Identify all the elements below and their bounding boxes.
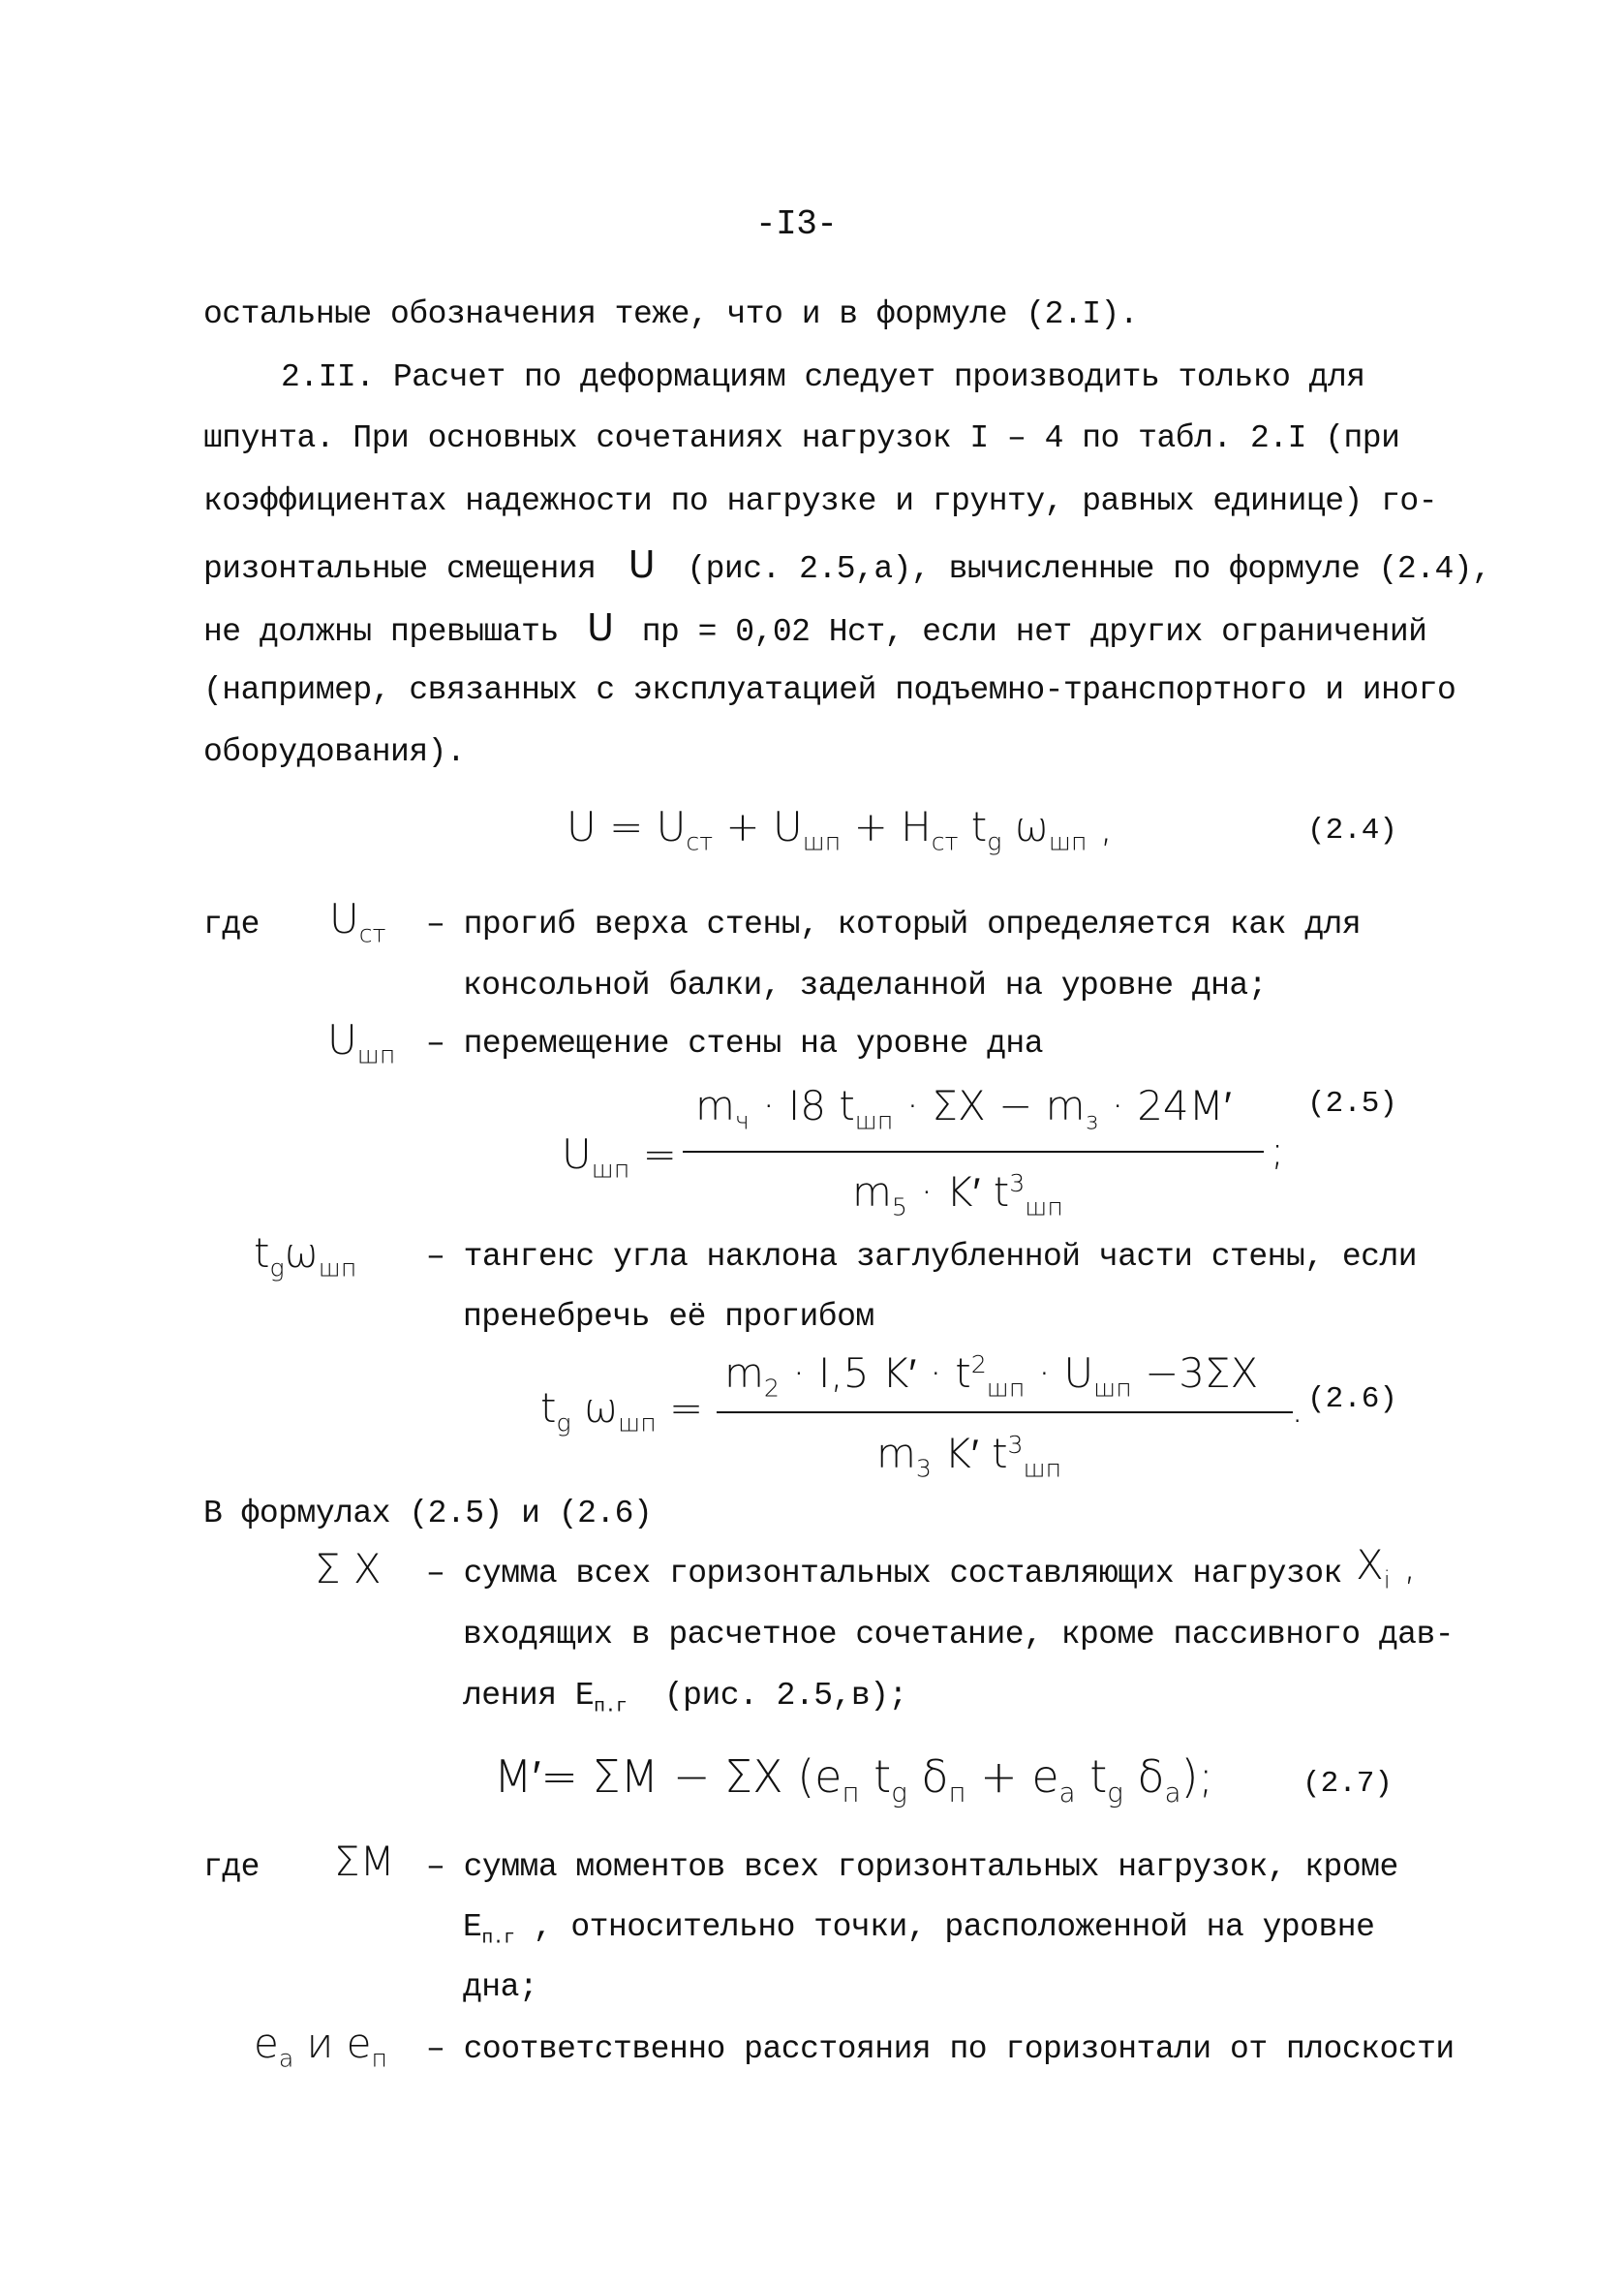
equation-2-4: $U = U_{ст} + U_{шп} + H_{ст}$ $t_g$ $\omega_{шп}$ , — [567, 803, 1114, 856]
definition-text: входящих в расчетное сочетание, кроме пассивного дав- — [463, 1617, 1455, 1653]
symbol-u: U — [628, 543, 656, 586]
text-line: (например, связанных с эксплуатацией подъемно-транспортного и иного — [203, 672, 1456, 708]
definition-text: – сумма всех горизонтальных составляющих нагрузок — [426, 1556, 1342, 1592]
fraction-bar — [683, 1151, 1264, 1153]
equation-tail: . — [1291, 1384, 1304, 1432]
definition-text: – перемещение стены на уровне дна — [426, 1026, 1044, 1062]
text-fragment: (рис. 2.5,а), вычисленные по формуле (2.4), — [687, 551, 1491, 587]
text-line: шпунта. При основных сочетаниях нагрузок I – 4 по табл. 2.I (при — [203, 420, 1400, 456]
definition-text: – тангенс угла наклона заглубленной части стены, если — [426, 1239, 1418, 1275]
equation-2-5-numerator: $m_ч \cdot I8$ $t_{шп} \cdot \Sigma X - m_з \cdot 24M'$ — [695, 1082, 1232, 1135]
definition-text: $E_{п.г}$ , относительно точки, расположенной на уровне — [463, 1909, 1375, 1949]
text-line: оборудования). — [203, 734, 466, 770]
fraction-bar — [717, 1411, 1293, 1413]
text-line — [203, 545, 1490, 589]
symbol-sum-m: ΣM — [334, 1838, 395, 1885]
symbol-x-i: $X_i$ , — [1356, 1541, 1417, 1594]
equation-tail: ; — [1271, 1127, 1285, 1174]
equation-number: (2.4) — [1307, 814, 1398, 848]
definition-text: консольной балки, заделанной на уровне дна; — [463, 968, 1268, 1004]
definition-text: дна; — [463, 1969, 538, 2005]
text-line — [203, 608, 1426, 652]
definition-text: – сумма моментов всех горизонтальных нагрузок, кроме — [426, 1849, 1398, 1885]
definition-text: пренебречь её прогибом — [463, 1299, 874, 1335]
equation-2-7: M′= ΣM − ΣX ($e_п$ $t_g$ $\delta_п + e_а$ $t_g$ $\delta_а$); — [494, 1750, 1213, 1809]
equation-number: (2.6) — [1307, 1382, 1398, 1416]
symbol-u-shp: $U_{шп}$ — [327, 1016, 396, 1069]
page-number: -I3- — [755, 204, 838, 244]
equation-number: (2.7) — [1302, 1767, 1394, 1801]
equation-2-5-lhs: $U_{шп}$ = — [562, 1130, 677, 1184]
text-line: 2.II. Расчет по деформациям следует производить только для — [281, 359, 1365, 395]
symbol-u-st: $U_{ст}$ — [329, 895, 386, 948]
where-label: где — [203, 907, 260, 943]
text-line: остальные обозначения теже, что и в формуле (2.I). — [203, 296, 1139, 332]
definition-text: ления $E_{п.г}$ (рис. 2.5,в); — [463, 1678, 907, 1717]
symbol-tg-omega: $t_g\omega_{шп}$ — [254, 1229, 357, 1283]
text-line: В формулах (2.5) и (2.6) — [203, 1496, 653, 1531]
text-fragment: пр = 0,02 Нст, если нет других ограничений — [641, 614, 1427, 650]
equation-2-6-lhs: $t_g$ $\omega_{шп}$ = — [540, 1384, 704, 1437]
symbol-u: U — [587, 606, 614, 649]
equation-2-6-denominator: $m_3$ K′ $t^3_{шп}$ — [876, 1430, 1062, 1483]
equation-number: (2.5) — [1307, 1087, 1398, 1121]
text-fragment: не должны превышать — [203, 614, 559, 650]
text-fragment: ризонтальные смещения — [203, 551, 597, 587]
where-label: где — [203, 1849, 260, 1885]
definition-text: – соответственно расстояния по горизонтали от плоскости — [426, 2031, 1455, 2067]
symbol-ea-ep: $e_а$ и $e_п$ — [254, 2020, 387, 2073]
equation-2-6-numerator: $m_2 \cdot I,5$ $K' \cdot t^2_{шп} \cdot U_{шп} -3\Sigma X$ — [724, 1349, 1259, 1403]
definition-text: – прогиб верха стены, который определяется как для — [426, 907, 1362, 943]
text-line: коэффициентах надежности по нагрузке и грунту, равных единице) го- — [203, 483, 1438, 519]
equation-2-5-denominator: $m_5 \cdot K'$ $t^3_{шп}$ — [852, 1168, 1063, 1221]
symbol-sum-x: Σ X — [315, 1545, 382, 1592]
